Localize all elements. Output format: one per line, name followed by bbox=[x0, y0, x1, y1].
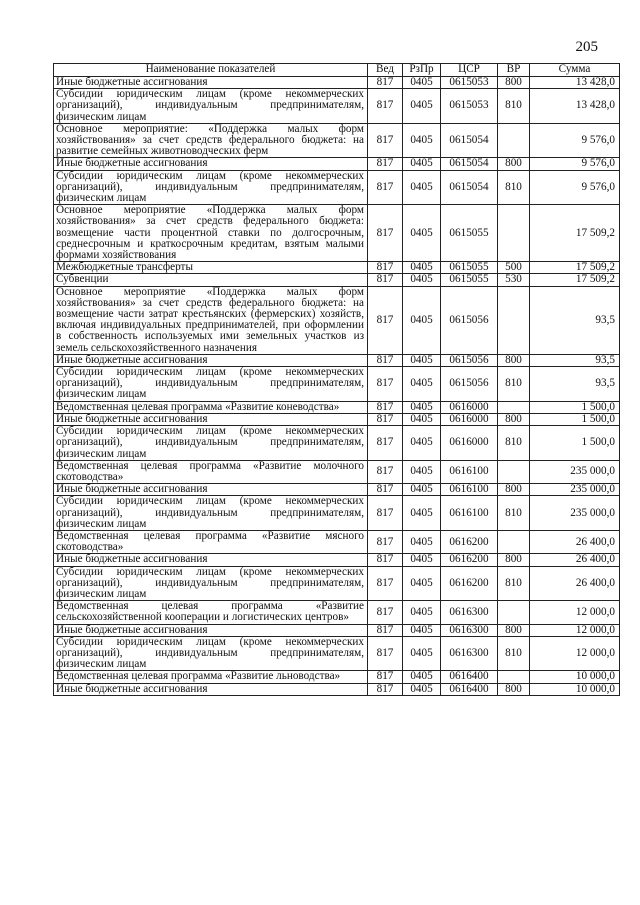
cell-rzpr: 0405 bbox=[403, 262, 441, 274]
cell-vr: 800 bbox=[498, 354, 530, 366]
cell-csr: 0615054 bbox=[441, 123, 498, 158]
header-row bbox=[54, 64, 620, 77]
cell-sum: 235 000,0 bbox=[530, 460, 620, 483]
cell-vr: 500 bbox=[498, 262, 530, 274]
cell-csr: 0616100 bbox=[441, 496, 498, 531]
table-row bbox=[54, 624, 620, 636]
cell-name: Субсидии юридическим лицам (кроме некоммерческих организаций), индивидуальным предпринимателям, физическим лицам bbox=[54, 367, 368, 402]
table-row bbox=[54, 262, 620, 274]
cell-name: Субсидии юридическим лицам (кроме некоммерческих организаций), индивидуальным предпринимателям, физическим лицам bbox=[54, 170, 368, 205]
cell-csr: 0615055 bbox=[441, 262, 498, 274]
cell-name: Иные бюджетные ассигнования bbox=[54, 484, 368, 496]
cell-ved: 817 bbox=[368, 205, 403, 262]
cell-name: Ведомственная целевая программа «Развитие молочного скотоводства» bbox=[54, 460, 368, 483]
cell-ved: 817 bbox=[368, 554, 403, 566]
cell-rzpr: 0405 bbox=[403, 170, 441, 205]
cell-csr: 0616200 bbox=[441, 530, 498, 553]
cell-vr: 810 bbox=[498, 89, 530, 124]
cell-vr: 800 bbox=[498, 484, 530, 496]
cell-rzpr: 0405 bbox=[403, 89, 441, 124]
cell-ved: 817 bbox=[368, 158, 403, 170]
cell-sum: 12 000,0 bbox=[530, 601, 620, 624]
cell-name: Иные бюджетные ассигнования bbox=[54, 413, 368, 425]
cell-sum: 9 576,0 bbox=[530, 170, 620, 205]
table-row bbox=[54, 484, 620, 496]
cell-rzpr: 0405 bbox=[403, 636, 441, 671]
cell-csr: 0615054 bbox=[441, 158, 498, 170]
cell-sum: 235 000,0 bbox=[530, 484, 620, 496]
cell-ved: 817 bbox=[368, 354, 403, 366]
cell-sum: 26 400,0 bbox=[530, 554, 620, 566]
table-row bbox=[54, 158, 620, 170]
cell-vr bbox=[498, 205, 530, 262]
cell-sum: 1 500,0 bbox=[530, 426, 620, 461]
cell-csr: 0615053 bbox=[441, 89, 498, 124]
page-number: 205 bbox=[575, 39, 598, 55]
cell-name: Субсидии юридическим лицам (кроме некоммерческих организаций), индивидуальным предпринимателям, физическим лицам bbox=[54, 89, 368, 124]
cell-sum: 12 000,0 bbox=[530, 624, 620, 636]
table-row bbox=[54, 401, 620, 413]
cell-rzpr: 0405 bbox=[403, 554, 441, 566]
budget-table bbox=[53, 63, 620, 696]
cell-name: Субвенции bbox=[54, 274, 368, 286]
cell-name: Иные бюджетные ассигнования bbox=[54, 624, 368, 636]
cell-rzpr: 0405 bbox=[403, 484, 441, 496]
table-row bbox=[54, 683, 620, 695]
cell-sum: 17 509,2 bbox=[530, 205, 620, 262]
cell-name: Основное мероприятие: «Поддержка малых форм хозяйствования» за счет средств федерального бюджета: на развитие семейных животноводческих ферм bbox=[54, 123, 368, 158]
cell-ved: 817 bbox=[368, 401, 403, 413]
cell-vr: 800 bbox=[498, 158, 530, 170]
cell-csr: 0616200 bbox=[441, 554, 498, 566]
cell-csr: 0616300 bbox=[441, 601, 498, 624]
cell-vr: 810 bbox=[498, 496, 530, 531]
cell-sum: 26 400,0 bbox=[530, 566, 620, 601]
cell-ved: 817 bbox=[368, 426, 403, 461]
cell-vr: 800 bbox=[498, 77, 530, 89]
cell-ved: 817 bbox=[368, 601, 403, 624]
cell-rzpr: 0405 bbox=[403, 683, 441, 695]
table-body bbox=[54, 77, 620, 696]
cell-csr: 0616000 bbox=[441, 401, 498, 413]
cell-sum: 235 000,0 bbox=[530, 496, 620, 531]
cell-csr: 0615056 bbox=[441, 367, 498, 402]
table-row bbox=[54, 354, 620, 366]
table-row bbox=[54, 636, 620, 671]
cell-sum: 10 000,0 bbox=[530, 683, 620, 695]
cell-vr bbox=[498, 123, 530, 158]
cell-name: Ведомственная целевая программа «Развитие коневодства» bbox=[54, 401, 368, 413]
cell-rzpr: 0405 bbox=[403, 671, 441, 683]
table-row bbox=[54, 123, 620, 158]
cell-rzpr: 0405 bbox=[403, 274, 441, 286]
cell-vr: 800 bbox=[498, 624, 530, 636]
cell-name: Основное мероприятие «Поддержка малых форм хозяйствования» за счет средств федерального бюджета: возмещение части процентной ставки по долгосрочным, среднесрочным и краткосрочным кредитам, взятым малыми формами хозяйствования bbox=[54, 205, 368, 262]
cell-vr: 800 bbox=[498, 554, 530, 566]
cell-vr bbox=[498, 530, 530, 553]
cell-name: Иные бюджетные ассигнования bbox=[54, 554, 368, 566]
cell-ved: 817 bbox=[368, 566, 403, 601]
cell-csr: 0615056 bbox=[441, 286, 498, 354]
cell-name: Субсидии юридическим лицам (кроме некоммерческих организаций), индивидуальным предпринимателям, физическим лицам bbox=[54, 496, 368, 531]
cell-csr: 0616100 bbox=[441, 460, 498, 483]
cell-vr: 810 bbox=[498, 170, 530, 205]
cell-csr: 0616200 bbox=[441, 566, 498, 601]
cell-ved: 817 bbox=[368, 77, 403, 89]
header-vr: ВР bbox=[498, 64, 530, 77]
cell-vr bbox=[498, 286, 530, 354]
cell-csr: 0616300 bbox=[441, 624, 498, 636]
table-row bbox=[54, 89, 620, 124]
cell-vr bbox=[498, 401, 530, 413]
cell-ved: 817 bbox=[368, 123, 403, 158]
cell-ved: 817 bbox=[368, 671, 403, 683]
cell-sum: 13 428,0 bbox=[530, 89, 620, 124]
cell-sum: 13 428,0 bbox=[530, 77, 620, 89]
cell-sum: 93,5 bbox=[530, 286, 620, 354]
cell-csr: 0615054 bbox=[441, 170, 498, 205]
cell-vr: 800 bbox=[498, 413, 530, 425]
table-header bbox=[54, 64, 620, 77]
cell-csr: 0616400 bbox=[441, 671, 498, 683]
cell-rzpr: 0405 bbox=[403, 496, 441, 531]
table-row bbox=[54, 413, 620, 425]
cell-sum: 17 509,2 bbox=[530, 274, 620, 286]
cell-rzpr: 0405 bbox=[403, 158, 441, 170]
cell-sum: 12 000,0 bbox=[530, 636, 620, 671]
cell-csr: 0615053 bbox=[441, 77, 498, 89]
cell-csr: 0616000 bbox=[441, 413, 498, 425]
cell-name: Субсидии юридическим лицам (кроме некоммерческих организаций), индивидуальным предпринимателям, физическим лицам bbox=[54, 426, 368, 461]
cell-sum: 1 500,0 bbox=[530, 401, 620, 413]
cell-rzpr: 0405 bbox=[403, 401, 441, 413]
header-name: Наименование показателей bbox=[54, 64, 368, 77]
cell-rzpr: 0405 bbox=[403, 601, 441, 624]
cell-rzpr: 0405 bbox=[403, 123, 441, 158]
cell-vr: 810 bbox=[498, 426, 530, 461]
cell-ved: 817 bbox=[368, 413, 403, 425]
cell-ved: 817 bbox=[368, 262, 403, 274]
cell-name: Ведомственная целевая программа «Развитие мясного скотоводства» bbox=[54, 530, 368, 553]
cell-vr: 810 bbox=[498, 636, 530, 671]
cell-csr: 0616000 bbox=[441, 426, 498, 461]
cell-rzpr: 0405 bbox=[403, 286, 441, 354]
cell-name: Иные бюджетные ассигнования bbox=[54, 158, 368, 170]
cell-rzpr: 0405 bbox=[403, 460, 441, 483]
cell-rzpr: 0405 bbox=[403, 367, 441, 402]
table-row bbox=[54, 286, 620, 354]
cell-ved: 817 bbox=[368, 274, 403, 286]
cell-ved: 817 bbox=[368, 496, 403, 531]
cell-vr: 800 bbox=[498, 683, 530, 695]
table-row bbox=[54, 566, 620, 601]
cell-vr: 810 bbox=[498, 367, 530, 402]
cell-rzpr: 0405 bbox=[403, 426, 441, 461]
cell-vr bbox=[498, 601, 530, 624]
cell-csr: 0615055 bbox=[441, 205, 498, 262]
cell-sum: 17 509,2 bbox=[530, 262, 620, 274]
cell-sum: 93,5 bbox=[530, 367, 620, 402]
cell-ved: 817 bbox=[368, 367, 403, 402]
table-row bbox=[54, 460, 620, 483]
cell-name: Иные бюджетные ассигнования bbox=[54, 683, 368, 695]
table-row bbox=[54, 205, 620, 262]
cell-ved: 817 bbox=[368, 683, 403, 695]
header-csr: ЦСР bbox=[441, 64, 498, 77]
cell-sum: 26 400,0 bbox=[530, 530, 620, 553]
cell-sum: 9 576,0 bbox=[530, 158, 620, 170]
cell-ved: 817 bbox=[368, 89, 403, 124]
cell-csr: 0616300 bbox=[441, 636, 498, 671]
table-row bbox=[54, 367, 620, 402]
cell-ved: 817 bbox=[368, 460, 403, 483]
table-row bbox=[54, 496, 620, 531]
header-ved: Вед bbox=[368, 64, 403, 77]
table-row bbox=[54, 601, 620, 624]
cell-rzpr: 0405 bbox=[403, 354, 441, 366]
table-row bbox=[54, 426, 620, 461]
table-row bbox=[54, 671, 620, 683]
cell-ved: 817 bbox=[368, 636, 403, 671]
cell-sum: 10 000,0 bbox=[530, 671, 620, 683]
cell-ved: 817 bbox=[368, 286, 403, 354]
cell-csr: 0616100 bbox=[441, 484, 498, 496]
cell-csr: 0616400 bbox=[441, 683, 498, 695]
header-sum: Сумма bbox=[530, 64, 620, 77]
table-row bbox=[54, 77, 620, 89]
cell-rzpr: 0405 bbox=[403, 77, 441, 89]
cell-rzpr: 0405 bbox=[403, 413, 441, 425]
cell-name: Ведомственная целевая программа «Развитие льноводства» bbox=[54, 671, 368, 683]
cell-rzpr: 0405 bbox=[403, 530, 441, 553]
cell-rzpr: 0405 bbox=[403, 205, 441, 262]
cell-ved: 817 bbox=[368, 530, 403, 553]
cell-sum: 9 576,0 bbox=[530, 123, 620, 158]
cell-name: Основное мероприятие «Поддержка малых форм хозяйствования» за счет средств федерального бюджета: на возмещение части затрат крестьянских (фермерских) хозяйств, включая индивидуальных предпринимателей, при оформлении в собственность используемых ими земельных участков из земель сельскохозяйственного назначения bbox=[54, 286, 368, 354]
cell-csr: 0615055 bbox=[441, 274, 498, 286]
cell-sum: 1 500,0 bbox=[530, 413, 620, 425]
cell-ved: 817 bbox=[368, 484, 403, 496]
table-row bbox=[54, 170, 620, 205]
cell-rzpr: 0405 bbox=[403, 624, 441, 636]
header-rzpr: РзПр bbox=[403, 64, 441, 77]
cell-name: Иные бюджетные ассигнования bbox=[54, 354, 368, 366]
cell-name: Ведомственная целевая программа «Развитие сельскохозяйственной кооперации и логистических центров» bbox=[54, 601, 368, 624]
cell-vr bbox=[498, 671, 530, 683]
cell-ved: 817 bbox=[368, 624, 403, 636]
cell-name: Межбюджетные трансферты bbox=[54, 262, 368, 274]
table-row bbox=[54, 530, 620, 553]
cell-csr: 0615056 bbox=[441, 354, 498, 366]
cell-name: Субсидии юридическим лицам (кроме некоммерческих организаций), индивидуальным предпринимателям, физическим лицам bbox=[54, 566, 368, 601]
cell-name: Субсидии юридическим лицам (кроме некоммерческих организаций), индивидуальным предпринимателям, физическим лицам bbox=[54, 636, 368, 671]
cell-name: Иные бюджетные ассигнования bbox=[54, 77, 368, 89]
cell-vr: 810 bbox=[498, 566, 530, 601]
table-row bbox=[54, 554, 620, 566]
table-row bbox=[54, 274, 620, 286]
cell-sum: 93,5 bbox=[530, 354, 620, 366]
cell-vr bbox=[498, 460, 530, 483]
cell-ved: 817 bbox=[368, 170, 403, 205]
cell-rzpr: 0405 bbox=[403, 566, 441, 601]
cell-vr: 530 bbox=[498, 274, 530, 286]
